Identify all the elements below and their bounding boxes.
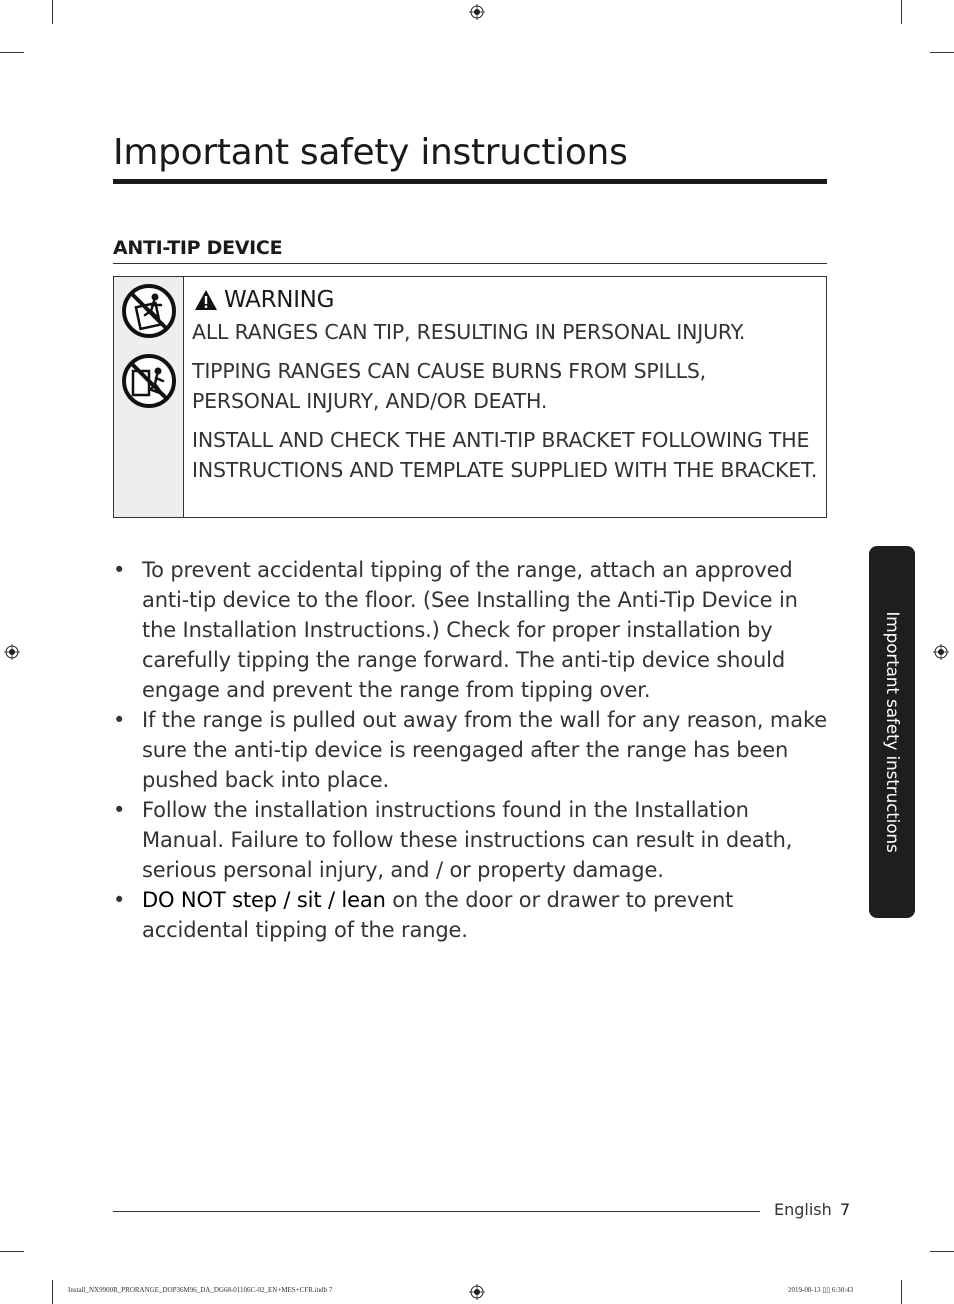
print-file-info: Install_NX9900R_PRORANGE_DOP36M96_DA_DG68-01106C-02_EN+MES+CFR.indb 7 xyxy=(68,1286,333,1294)
footer-rule xyxy=(113,1211,760,1212)
footer-page-number: 7 xyxy=(840,1200,851,1219)
warning-label: WARNING xyxy=(224,287,335,313)
section-heading: ANTI-TIP DEVICE xyxy=(113,237,283,259)
crop-mark xyxy=(901,1280,902,1304)
warning-triangle-icon xyxy=(194,289,218,311)
list-item-text: If the range is pulled out away from the wall for any reason, make sure the anti-tip device is reengaged after the range has been pushed back into place. xyxy=(142,708,827,792)
warning-paragraph: INSTALL AND CHECK THE ANTI-TIP BRACKET FOLLOWING THE INSTRUCTIONS AND TEMPLATE SUPPLIED WITH THE BRACKET. xyxy=(192,428,818,482)
print-timestamp: 2019-08-13 ▯▯ 6:30:43 xyxy=(788,1286,854,1294)
side-tab-label: Important safety instructions xyxy=(882,611,902,853)
list-item xyxy=(113,705,833,795)
bullet-list xyxy=(113,555,833,945)
title-rule xyxy=(113,179,827,184)
crop-mark xyxy=(901,0,902,24)
crop-mark xyxy=(52,1280,53,1304)
section-rule xyxy=(113,263,827,264)
registration-mark-icon xyxy=(933,644,949,660)
warning-text xyxy=(184,277,826,517)
registration-mark-icon xyxy=(469,1284,485,1300)
list-item xyxy=(113,795,833,885)
list-item xyxy=(113,885,833,945)
registration-mark-icon xyxy=(469,4,485,20)
list-item-text: on the door or drawer to prevent accidental tipping of the range. xyxy=(142,888,734,942)
bullet-marker: • xyxy=(113,708,126,732)
no-standing-on-door-icon xyxy=(121,353,177,409)
registration-mark-icon xyxy=(4,644,20,660)
page-title: Important safety instructions xyxy=(113,132,628,173)
crop-mark xyxy=(930,52,954,53)
list-item-text: Follow the installation instructions found in the Installation Manual. Failure to follow these instructions can result in death, serious personal injury, and / or property damage. xyxy=(142,798,793,882)
warning-paragraph: TIPPING RANGES CAN CAUSE BURNS FROM SPILLS, PERSONAL INJURY, AND/OR DEATH. xyxy=(192,359,706,413)
list-item xyxy=(113,555,833,705)
warning-box xyxy=(113,276,827,518)
list-item-text: To prevent accidental tipping of the range, attach an approved anti-tip device to the floor. (See Installing the Anti-Tip Device in the Installation Instructions.) Check for proper installation by carefully tipping the range forward. The anti-tip device should engage and prevent the range from tipping over. xyxy=(142,558,798,702)
no-climbing-on-range-icon xyxy=(121,283,177,339)
warning-paragraph: ALL RANGES CAN TIP, RESULTING IN PERSONAL INJURY. xyxy=(192,320,746,344)
list-item-emphasis: DO NOT step / sit / lean xyxy=(142,888,386,912)
warning-heading xyxy=(192,283,818,317)
bullet-marker: • xyxy=(113,558,126,582)
crop-mark xyxy=(930,1251,954,1252)
warning-icon-column xyxy=(114,277,184,517)
crop-mark xyxy=(0,52,24,53)
chapter-side-tab xyxy=(869,546,915,918)
bullet-marker: • xyxy=(113,798,126,822)
crop-mark xyxy=(52,0,53,24)
footer-language: English xyxy=(774,1200,832,1219)
crop-mark xyxy=(0,1251,24,1252)
bullet-marker: • xyxy=(113,888,126,912)
